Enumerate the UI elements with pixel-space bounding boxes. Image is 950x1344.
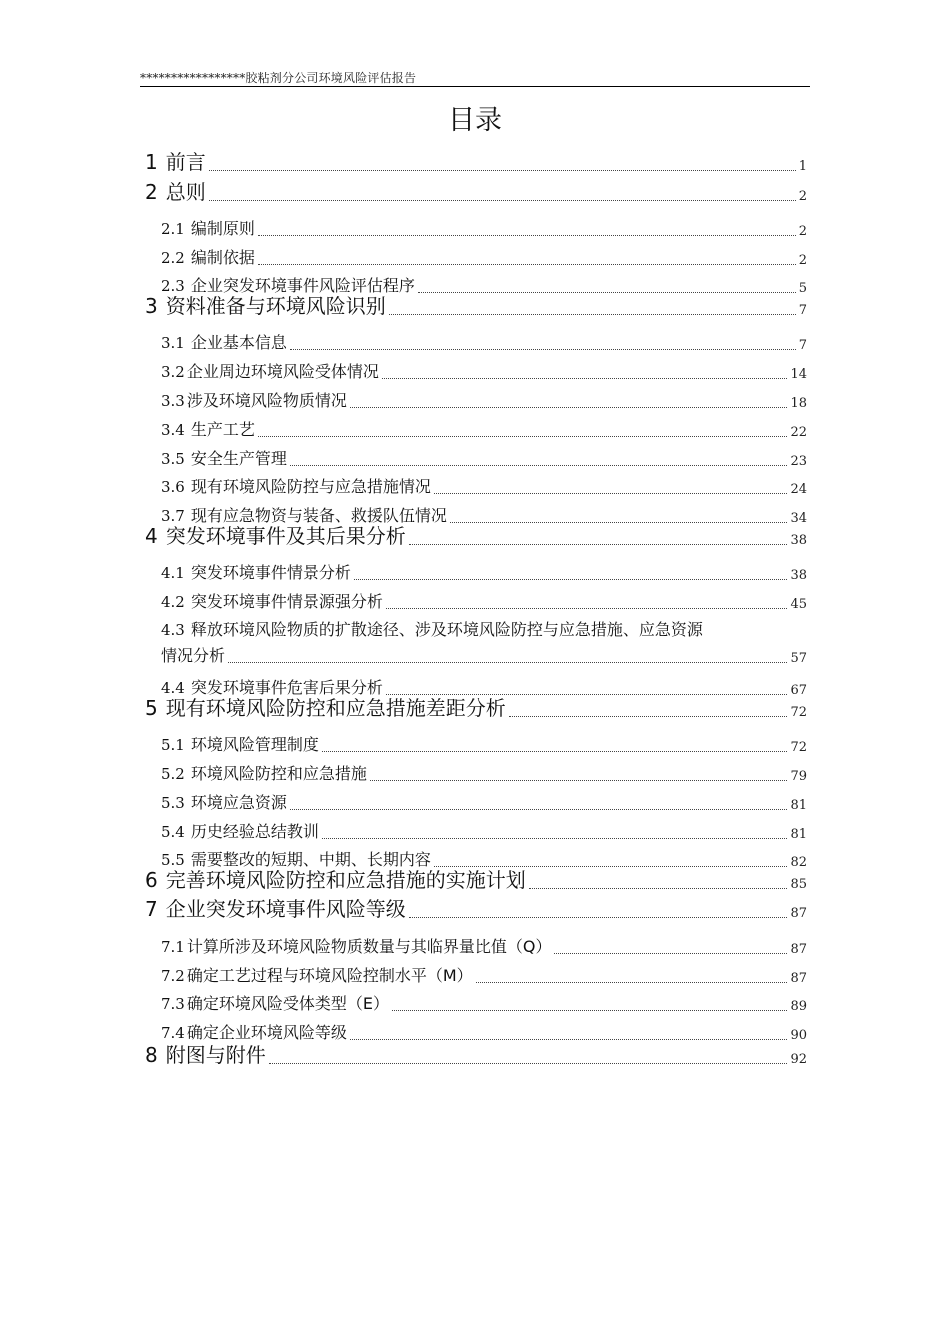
toc-page-number: 2 [798, 253, 807, 268]
toc-page-number: 5 [798, 281, 807, 296]
toc-page-number: 34 [790, 511, 807, 526]
leader-dots [290, 809, 788, 810]
toc-entry[interactable] [145, 524, 807, 548]
leader-dots [290, 465, 788, 466]
leader-dots [269, 1063, 788, 1064]
toc-page-number: 7 [798, 338, 807, 353]
leader-dots [386, 694, 788, 695]
toc-number: 3.5 [161, 450, 185, 468]
toc-page-number: 14 [790, 367, 807, 382]
toc-title: 环境风险防控和应急措施 [190, 764, 367, 783]
leader-dots [382, 378, 788, 379]
leader-dots [258, 235, 796, 236]
toc-entry[interactable] [161, 477, 807, 497]
toc-entry[interactable] [161, 937, 807, 957]
leader-dots [209, 170, 796, 171]
toc-title: 突发环境事件危害后果分析 [190, 678, 383, 697]
toc-title: 环境风险管理制度 [190, 735, 319, 754]
toc-page-number: 87 [790, 942, 807, 957]
toc-number: 5.5 [161, 851, 185, 869]
toc-number: 6 [145, 868, 158, 892]
toc-page-number: 82 [790, 855, 807, 870]
toc-number: 4.1 [161, 564, 185, 582]
toc-title: 确定企业环境风险等级 [186, 1023, 347, 1042]
toc-title: 安全生产管理 [190, 449, 287, 468]
toc-entry[interactable] [145, 897, 807, 921]
toc-number: 2.3 [161, 277, 185, 295]
toc-page-number: 72 [790, 705, 807, 720]
toc-number: 2 [145, 180, 158, 204]
leader-dots [554, 953, 787, 954]
toc-number: 3 [145, 294, 158, 318]
toc-page-number: 2 [798, 189, 807, 204]
toc-title: 总则 [165, 180, 206, 204]
toc-page-number: 22 [790, 425, 807, 440]
toc-number: 3.1 [161, 334, 185, 352]
toc-entry[interactable] [161, 966, 807, 986]
toc-entry[interactable] [161, 592, 807, 612]
toc-number: 4.3 [161, 621, 185, 639]
toc-title: 附图与附件 [165, 1043, 266, 1067]
toc-page-number: 85 [790, 877, 807, 892]
toc-number: 1 [145, 150, 158, 174]
leader-dots [476, 982, 788, 983]
toc-title: 现有环境风险防控与应急措施情况 [190, 477, 431, 496]
leader-dots [370, 780, 788, 781]
toc-page-number: 81 [790, 798, 807, 813]
toc-entry[interactable] [145, 180, 807, 204]
toc-title: 现有环境风险防控和应急措施差距分析 [165, 696, 506, 720]
toc-page-number: 72 [790, 740, 807, 755]
toc-number: 3.4 [161, 421, 185, 439]
toc-title: 确定工艺过程与环境风险控制水平（M） [186, 966, 473, 985]
leader-dots [434, 866, 788, 867]
toc-title: 需要整改的短期、中期、长期内容 [190, 850, 431, 869]
toc-number: 7.4 [161, 1024, 185, 1042]
toc-entry[interactable] [145, 1043, 807, 1067]
leader-dots [258, 264, 796, 265]
toc-title: 涉及环境风险物质情况 [186, 391, 347, 410]
toc-title: 计算所涉及环境风险物质数量与其临界量比值（Q） [186, 937, 552, 956]
toc-entry[interactable] [161, 362, 807, 382]
toc-entry[interactable] [145, 150, 807, 174]
toc-entry[interactable] [161, 449, 807, 469]
toc-entry[interactable] [161, 563, 807, 583]
toc-entry[interactable] [161, 764, 807, 784]
leader-dots [228, 662, 787, 663]
toc-number: 7.3 [161, 995, 185, 1013]
toc-title: 生产工艺 [190, 420, 255, 439]
toc-number: 3.2 [161, 363, 185, 381]
toc-entry[interactable] [161, 276, 807, 296]
toc-entry[interactable] [145, 868, 807, 892]
toc-entry[interactable] [161, 994, 807, 1014]
leader-dots [409, 544, 788, 545]
toc-title: 资料准备与环境风险识别 [165, 294, 386, 318]
toc-entry-line1[interactable] [161, 620, 703, 640]
leader-dots [350, 1039, 788, 1040]
toc-entry[interactable] [161, 646, 807, 666]
leader-dots [434, 493, 788, 494]
leader-dots [389, 314, 796, 315]
toc-entry[interactable] [145, 294, 807, 318]
toc-title: 编制原则 [190, 219, 255, 238]
toc-title: 完善环境风险防控和应急措施的实施计划 [165, 868, 526, 892]
toc-page-number: 89 [790, 999, 807, 1014]
toc-page-number: 92 [790, 1052, 807, 1067]
toc-entry[interactable] [161, 678, 807, 698]
toc-number: 3.6 [161, 478, 185, 496]
toc-page-number: 1 [798, 159, 807, 174]
toc-title: 突发环境事件及其后果分析 [165, 524, 406, 548]
leader-dots [322, 751, 788, 752]
toc-title: 环境应急资源 [190, 793, 287, 812]
toc-page-number: 45 [790, 597, 807, 612]
leader-dots [450, 522, 788, 523]
toc-page-number: 7 [798, 303, 807, 318]
toc-number: 5.4 [161, 823, 185, 841]
toc-page-number: 57 [790, 651, 807, 666]
toc-entry[interactable] [161, 822, 807, 842]
toc-page-number: 81 [790, 827, 807, 842]
toc-title: 企业突发环境事件风险评估程序 [190, 276, 415, 295]
toc-entry[interactable] [161, 420, 807, 440]
toc-number: 3.3 [161, 392, 185, 410]
toc-page-number: 2 [798, 224, 807, 239]
toc-title: 历史经验总结教训 [190, 822, 319, 841]
toc-entry[interactable] [161, 735, 807, 755]
toc-title: 释放环境风险物质的扩散途径、涉及环境风险防控与应急措施、应急资源 [190, 620, 703, 639]
leader-dots [386, 608, 788, 609]
toc-title: 现有应急物资与装备、救援队伍情况 [190, 506, 447, 525]
toc-page-number: 38 [790, 568, 807, 583]
leader-dots [290, 349, 796, 350]
toc-number: 2.2 [161, 249, 185, 267]
toc-entry[interactable] [161, 506, 807, 526]
toc-entry[interactable] [161, 1023, 807, 1043]
toc-number: 2.1 [161, 220, 185, 238]
toc-page-number: 18 [790, 396, 807, 411]
toc-number: 4.2 [161, 593, 185, 611]
toc-number: 3.7 [161, 507, 185, 525]
toc-title: 突发环境事件情景分析 [190, 563, 351, 582]
toc-title-continued: 情况分析 [161, 646, 226, 665]
toc-entry[interactable] [145, 696, 807, 720]
toc-entry[interactable] [161, 219, 807, 239]
toc-entry[interactable] [161, 850, 807, 870]
toc-page-number: 79 [790, 769, 807, 784]
toc-number: 5.2 [161, 765, 185, 783]
page-title: 目录 [448, 105, 502, 136]
toc-title: 突发环境事件情景源强分析 [190, 592, 383, 611]
toc-entry[interactable] [161, 391, 807, 411]
toc-title: 企业突发环境事件风险等级 [165, 897, 406, 921]
toc-number: 7.1 [161, 938, 185, 956]
toc-page-number: 87 [790, 971, 807, 986]
toc-number: 5 [145, 696, 158, 720]
toc-page-number: 38 [790, 533, 807, 548]
toc-number: 4 [145, 524, 158, 548]
leader-dots [392, 1010, 787, 1011]
leader-dots [258, 436, 788, 437]
leader-dots [209, 200, 796, 201]
toc-page-number: 67 [790, 683, 807, 698]
toc-number: 8 [145, 1043, 158, 1067]
toc-entry[interactable] [161, 248, 807, 268]
running-header: *****************胶粘剂分公司环境风险评估报告 [140, 70, 810, 87]
leader-dots [409, 917, 788, 918]
toc-title: 确定环境风险受体类型（E） [186, 994, 389, 1013]
leader-dots [350, 407, 788, 408]
toc-page-number: 90 [790, 1028, 807, 1043]
toc-page-number: 24 [790, 482, 807, 497]
leader-dots [354, 579, 788, 580]
toc-title: 企业基本信息 [190, 333, 287, 352]
toc-page-number: 23 [790, 454, 807, 469]
toc-page-number: 87 [790, 906, 807, 921]
toc-title: 企业周边环境风险受体情况 [186, 362, 379, 381]
toc-entry[interactable] [161, 333, 807, 353]
toc-title: 编制依据 [190, 248, 255, 267]
toc-number: 7 [145, 897, 158, 921]
leader-dots [529, 888, 788, 889]
leader-dots [322, 838, 788, 839]
toc-entry[interactable] [161, 793, 807, 813]
toc-number: 5.3 [161, 794, 185, 812]
toc-number: 7.2 [161, 967, 185, 985]
leader-dots [418, 292, 796, 293]
toc-title: 前言 [165, 150, 206, 174]
toc-number: 4.4 [161, 679, 185, 697]
leader-dots [509, 716, 788, 717]
toc-number: 5.1 [161, 736, 185, 754]
